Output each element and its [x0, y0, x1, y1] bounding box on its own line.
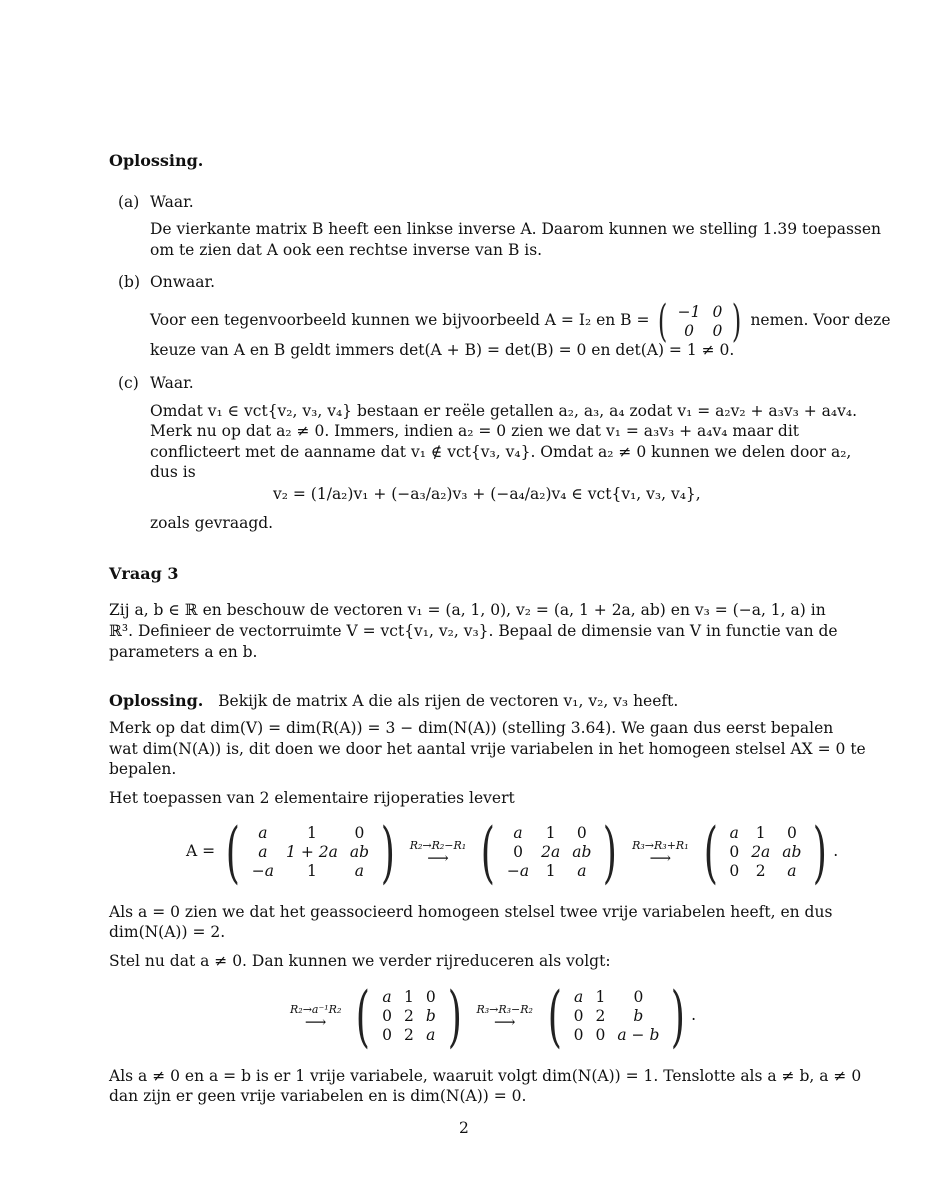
- item-b-verdict: Onwaar.: [150, 273, 216, 291]
- matrix-cell: 2a: [751, 843, 771, 861]
- matrix-1: ( a 1 0 a 1 + 2a ab −a 1 a ): [225, 813, 395, 891]
- matrix-cell: 2: [755, 862, 766, 880]
- question-text-line: parameters a en b.: [109, 643, 258, 661]
- matrix-cell: 0: [729, 862, 740, 880]
- matrix-cell: 2a: [541, 843, 561, 861]
- matrix-cell: 0: [573, 1007, 584, 1025]
- item-c-verdict: Waar.: [150, 374, 194, 392]
- solution-text-line: wat dim(N(A)) is, dit doen we door het aantal vrije variabelen in het homogeen stelsel AX = 0 te: [109, 740, 866, 758]
- matrix-cell: 1 + 2a: [286, 843, 338, 861]
- matrix-cell: 2: [403, 1026, 414, 1044]
- matrix-cell: a: [354, 862, 365, 880]
- matrix-cell: 1: [403, 988, 414, 1006]
- matrix-cell: a − b: [617, 1026, 660, 1044]
- row-op-arrow: R₃→R₃+R₁ ⟶: [632, 839, 689, 867]
- item-b-label: (b): [118, 273, 141, 291]
- solution-text-line: dan zijn er geen vrije variabelen en is dim(N(A)) = 0.: [109, 1087, 527, 1105]
- solution-text-line: Stel nu dat a ≠ 0. Dan kunnen we verder rijreduceren als volgt:: [109, 952, 611, 970]
- item-b-text-line: keuze van A en B geldt immers det(A + B) = det(B) = 0 en det(A) = 1 ≠ 0.: [150, 341, 735, 359]
- item-c-text-line: Omdat v₁ ∈ vct{v₂, v₃, v₄} bestaan er reële getallen a₂, a₃, a₄ zodat v₁ = a₂v₂ + a₃v₃ + a₄v₄.: [150, 402, 858, 420]
- matrix-cell: 1: [545, 862, 556, 880]
- page-number: 2: [459, 1119, 469, 1137]
- solution-text-line: Het toepassen van 2 elementaire rijoperaties levert: [109, 789, 515, 807]
- matrix-cell: a: [382, 988, 392, 1006]
- matrix-5: ( a 1 0 0 2 b 0 0 a − b ): [547, 977, 686, 1055]
- matrix-cell: a: [258, 824, 268, 842]
- item-c-text-line: dus is: [150, 463, 196, 481]
- row-op-label: R₃→R₃+R₁: [632, 839, 689, 852]
- matrix-cell: ab: [349, 843, 370, 861]
- matrix-cell: 1: [545, 824, 556, 842]
- matrix-cell: 0: [513, 843, 523, 861]
- matrix-cell: 0: [576, 824, 587, 842]
- matrix-cell: b: [425, 1007, 436, 1025]
- matrix-cell: 0: [712, 302, 723, 321]
- matrix-cell: 1: [595, 988, 606, 1006]
- solution-intro: Bekijk de matrix A die als rijen de vectoren v₁, v₂, v₃ heeft.: [218, 692, 679, 710]
- b-matrix: ( −1 0 0 0 ): [658, 295, 742, 347]
- question-text-line: ℝ³. Definieer de vectorruimte V = vct{v₁, v₂, v₃}. Bepaal de dimensie van V in functie van de: [109, 622, 838, 640]
- eq-lhs: A =: [186, 842, 216, 860]
- item-c-text-line: Merk nu op dat a₂ ≠ 0. Immers, indien a₂ = 0 zien we dat v₁ = a₃v₃ + a₄v₄ maar dit: [150, 422, 800, 440]
- matrix-cell: 1: [755, 824, 766, 842]
- matrix-cell: 0: [573, 1026, 584, 1044]
- question-text-line: Zij a, b ∈ ℝ en beschouw de vectoren v₁ = (a, 1, 0), v₂ = (a, 1 + 2a, ab) en v₃ = (−a, 1, a) in: [109, 601, 826, 619]
- item-b-text-line: [150, 295, 891, 347]
- solution-text-line: bepalen.: [109, 760, 177, 778]
- matrix-cell: 0: [595, 1026, 606, 1044]
- matrix-cell: a: [513, 824, 523, 842]
- item-a-verdict: Waar.: [150, 193, 194, 211]
- row-reduction-equation-2: R₂→a⁻¹R₂ ⟶ ( a 1 0 0 2 b 0 2 a ) R₃→R₃−R₂ ⟶ ( a 1 0 0 2 b 0 0 a − b ) .: [290, 977, 697, 1055]
- matrix-cell: 2: [595, 1007, 606, 1025]
- row-op-arrow: R₃→R₃−R₂ ⟶: [476, 1003, 533, 1031]
- matrix-cell: b: [633, 1007, 644, 1025]
- matrix-cell: a: [258, 843, 268, 861]
- matrix-cell: 0: [633, 988, 644, 1006]
- matrix-cell: 0: [712, 321, 723, 340]
- matrix-cell: ab: [782, 843, 802, 861]
- matrix-3: ( a 1 0 0 2a ab 0 2 a ): [703, 813, 828, 891]
- item-c-label: (c): [118, 374, 139, 392]
- item-c-text-line: conflicteert met de aanname dat v₁ ∉ vct{v₃, v₄}. Omdat a₂ ≠ 0 kunnen we delen door a₂,: [150, 443, 852, 461]
- solution-text-line: Als a = 0 zien we dat het geassocieerd homogeen stelsel twee vrije variabelen heeft, en dus: [109, 903, 833, 921]
- row-reduction-equation-1: A = ( a 1 0 a 1 + 2a ab −a 1 a ) R₂→R₂−R₁ ⟶ ( a 1 0 0 2a ab −a 1 a ) R₃→R₃+R₁ ⟶ ( a 1 0 0 2a ab 0 2 a ) .: [186, 813, 839, 891]
- item-a-text-line: De vierkante matrix B heeft een linkse inverse A. Daarom kunnen we stelling 1.39 toepassen: [150, 220, 882, 238]
- item-a-label: (a): [118, 193, 140, 211]
- row-op-arrow: R₂→a⁻¹R₂ ⟶: [290, 1003, 342, 1031]
- solution-heading: Oplossing.: [109, 691, 204, 710]
- matrix-cell: 0: [729, 843, 740, 861]
- row-op-arrow: R₂→R₂−R₁ ⟶: [409, 839, 467, 867]
- solution-heading: Oplossing.: [109, 151, 204, 170]
- matrix-cell: 0: [786, 824, 797, 842]
- question-heading: Vraag 3: [109, 564, 179, 583]
- row-op-label: R₃→R₃−R₂: [476, 1003, 533, 1016]
- solution2-intro-line: [109, 690, 678, 712]
- matrix-cell: −1: [677, 302, 701, 321]
- solution-text-line: dim(N(A)) = 2.: [109, 923, 226, 941]
- matrix-cell: 0: [382, 1026, 392, 1044]
- matrix-cell: a: [787, 862, 797, 880]
- matrix-cell: 0: [684, 321, 694, 340]
- row-op-label: R₂→R₂−R₁: [409, 839, 467, 852]
- matrix-2: ( a 1 0 0 2a ab −a 1 a ): [480, 813, 618, 891]
- solution-text-line: Merk op dat dim(V) = dim(R(A)) = 3 − dim(N(A)) (stelling 3.64). We gaan dus eerst bepalen: [109, 719, 834, 737]
- matrix-cell: 2: [403, 1007, 414, 1025]
- matrix-4: ( a 1 0 0 2 b 0 2 a ): [356, 977, 462, 1055]
- matrix-cell: ab: [572, 843, 592, 861]
- matrix-cell: a: [573, 988, 584, 1006]
- row-op-label: R₂→a⁻¹R₂: [290, 1003, 342, 1016]
- solution-text-line: Als a ≠ 0 en a = b is er 1 vrije variabele, waaruit volgt dim(N(A)) = 1. Tenslotte als a ≠ b, a ≠ 0: [109, 1067, 862, 1085]
- item-a-text-line: om te zien dat A ook een rechtse inverse van B is.: [150, 241, 543, 259]
- matrix-cell: 0: [354, 824, 365, 842]
- matrix-cell: 0: [382, 1007, 392, 1025]
- matrix-cell: 0: [425, 988, 436, 1006]
- matrix-cell: a: [577, 862, 587, 880]
- matrix-cell: a: [426, 1026, 436, 1044]
- matrix-cell: −a: [251, 862, 275, 880]
- matrix-cell: −a: [506, 862, 530, 880]
- item-b-text-pre: Voor een tegenvoorbeeld kunnen we bijvoorbeeld A = I₂ en B =: [150, 311, 650, 329]
- matrix-cell: 1: [307, 862, 317, 880]
- matrix-cell: 1: [307, 824, 317, 842]
- matrix-cell: a: [729, 824, 739, 842]
- item-c-formula: v₂ = (1/a₂)v₁ + (−a₃/a₂)v₃ + (−a₄/a₂)v₄ ∈ vct{v₁, v₃, v₄},: [273, 485, 701, 503]
- item-c-text-line: zoals gevraagd.: [150, 514, 274, 532]
- item-b-text-post: nemen. Voor deze: [750, 311, 891, 329]
